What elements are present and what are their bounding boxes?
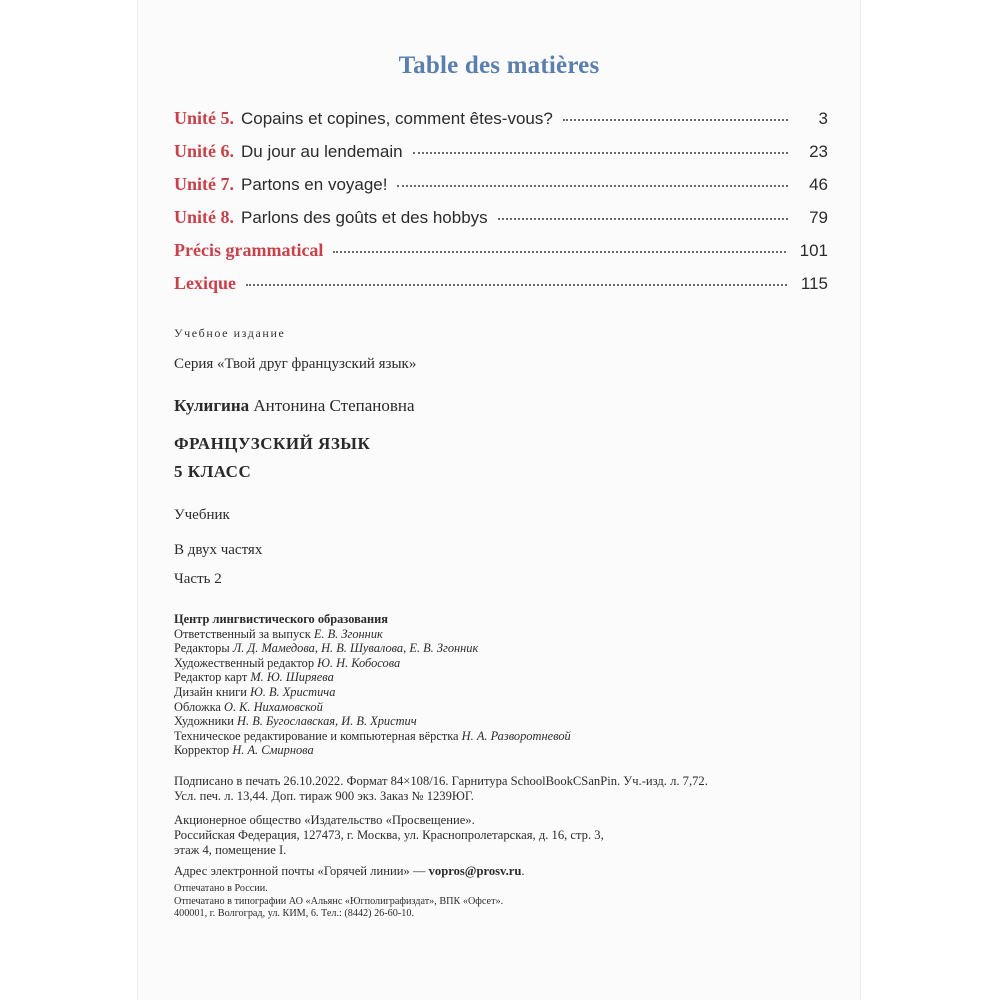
toc-section-label: Lexique — [174, 273, 237, 293]
toc-entry-unit-7[interactable] — [174, 174, 828, 207]
toc-entry-unit-5[interactable] — [174, 108, 828, 141]
toc-entry-title: Partons en voyage! — [241, 175, 388, 194]
print-info — [174, 774, 708, 804]
email-link[interactable]: vopros@prosv.ru — [428, 864, 522, 878]
edition-label: Учебное издание — [174, 326, 286, 340]
toc-title: Table des matières — [398, 52, 600, 79]
toc-dot-leader — [397, 184, 788, 187]
credit-line: Корректор Н. А. Смирнова — [174, 743, 314, 758]
book-parts: В двух частях — [174, 542, 263, 558]
toc-page-number: 101 — [799, 241, 828, 260]
toc-entry-lexique[interactable] — [174, 273, 828, 306]
book-grade: 5 КЛАСС — [174, 462, 252, 481]
table-of-contents — [174, 108, 828, 306]
toc-unit-label: Unité 8. — [174, 207, 234, 227]
publisher-line: Российская Федерация, 127473, г. Москва, ул. Краснопролетарская, д. 16, стр. 3, — [174, 828, 604, 843]
publisher-line: этаж 4, помещение I. — [174, 843, 287, 858]
printing-line: Отпечатано в России. — [174, 883, 268, 894]
publisher-line: Акционерное общество «Издательство «Просвещение». — [174, 813, 475, 827]
toc-entry-unit-8[interactable] — [174, 207, 828, 240]
toc-entry-title: Copains et copines, comment êtes-vous? — [241, 109, 553, 128]
book-part: Часть 2 — [174, 571, 222, 587]
author-name — [174, 396, 415, 416]
toc-page-number: 115 — [800, 274, 828, 293]
toc-unit-label: Unité 5. — [174, 108, 234, 128]
credit-line: Редактор карт М. Ю. Ширяева — [174, 670, 334, 685]
publisher-info — [174, 813, 604, 859]
printing-line: Отпечатано в типографии АО «Альянс «Югполиграфиздат», ВПК «Офсет». — [174, 895, 504, 907]
book-subject: ФРАНЦУЗСКИЙ ЯЗЫК — [174, 434, 371, 453]
toc-unit-label: Unité 6. — [174, 141, 234, 161]
hotline-email: Адрес электронной почты «Горячей линии» — vopros@prosv.ru. — [174, 864, 525, 878]
author-last-name: Кулигина — [174, 396, 250, 415]
toc-dot-leader — [413, 151, 788, 154]
toc-entry-precis-grammatical[interactable] — [174, 240, 828, 273]
author-first-name: Антонина Степановна — [253, 396, 415, 415]
toc-section-label: Précis grammatical — [174, 240, 324, 260]
printing-line: 400001, г. Волгоград, ул. КИМ, 6. Тел.: (8442) 26-60-10. — [174, 908, 414, 920]
toc-page-number: 46 — [809, 175, 828, 194]
toc-page-number: 23 — [809, 142, 828, 161]
toc-dot-leader — [498, 217, 788, 220]
toc-unit-label: Unité 7. — [174, 174, 234, 194]
toc-dot-leader — [333, 250, 785, 253]
print-info-line: Подписано в печать 26.10.2022. Формат 84×108/16. Гарнитура SchoolBookCSanPin. Уч.-изд. л. 7,72. — [174, 774, 708, 788]
credit-line: Дизайн книги Ю. В. Христича — [174, 684, 336, 699]
credit-line: Техническое редактирование и компьютерная вёрстка Н. А. Разворотневой — [174, 728, 571, 743]
email-label: Адрес электронной почты «Горячей линии» — — [174, 864, 426, 878]
credit-line: Обложка О. К. Нихамовской — [174, 699, 323, 714]
book-page — [138, 0, 860, 1000]
toc-page-number: 79 — [809, 208, 828, 227]
toc-entry-title: Du jour au lendemain — [241, 142, 403, 161]
credit-line: Художники Н. В. Бугославская, И. В. Христич — [174, 714, 417, 729]
toc-dot-leader — [246, 283, 787, 286]
print-info-line: Усл. печ. л. 13,44. Доп. тираж 900 экз. Заказ № 1239ЮГ. — [174, 789, 474, 804]
printing-info — [174, 883, 503, 921]
toc-entry-title: Parlons des goûts et des hobbys — [241, 208, 488, 227]
series-title: Серия «Твой друг французский язык» — [174, 356, 417, 372]
credits-center: Центр лингвистического образования — [174, 612, 388, 626]
credit-line: Ответственный за выпуск Е. В. Згонник — [174, 626, 383, 641]
credit-line: Редакторы Л. Д. Мамедова, Н. В. Шувалова, Е. В. Згонник — [174, 641, 479, 656]
toc-dot-leader — [563, 118, 788, 121]
credit-line: Художественный редактор Ю. Н. Кобосова — [174, 655, 401, 670]
toc-page-number: 3 — [818, 109, 828, 128]
toc-entry-unit-6[interactable] — [174, 141, 828, 174]
credits-list — [174, 612, 571, 758]
book-type: Учебник — [174, 507, 230, 523]
